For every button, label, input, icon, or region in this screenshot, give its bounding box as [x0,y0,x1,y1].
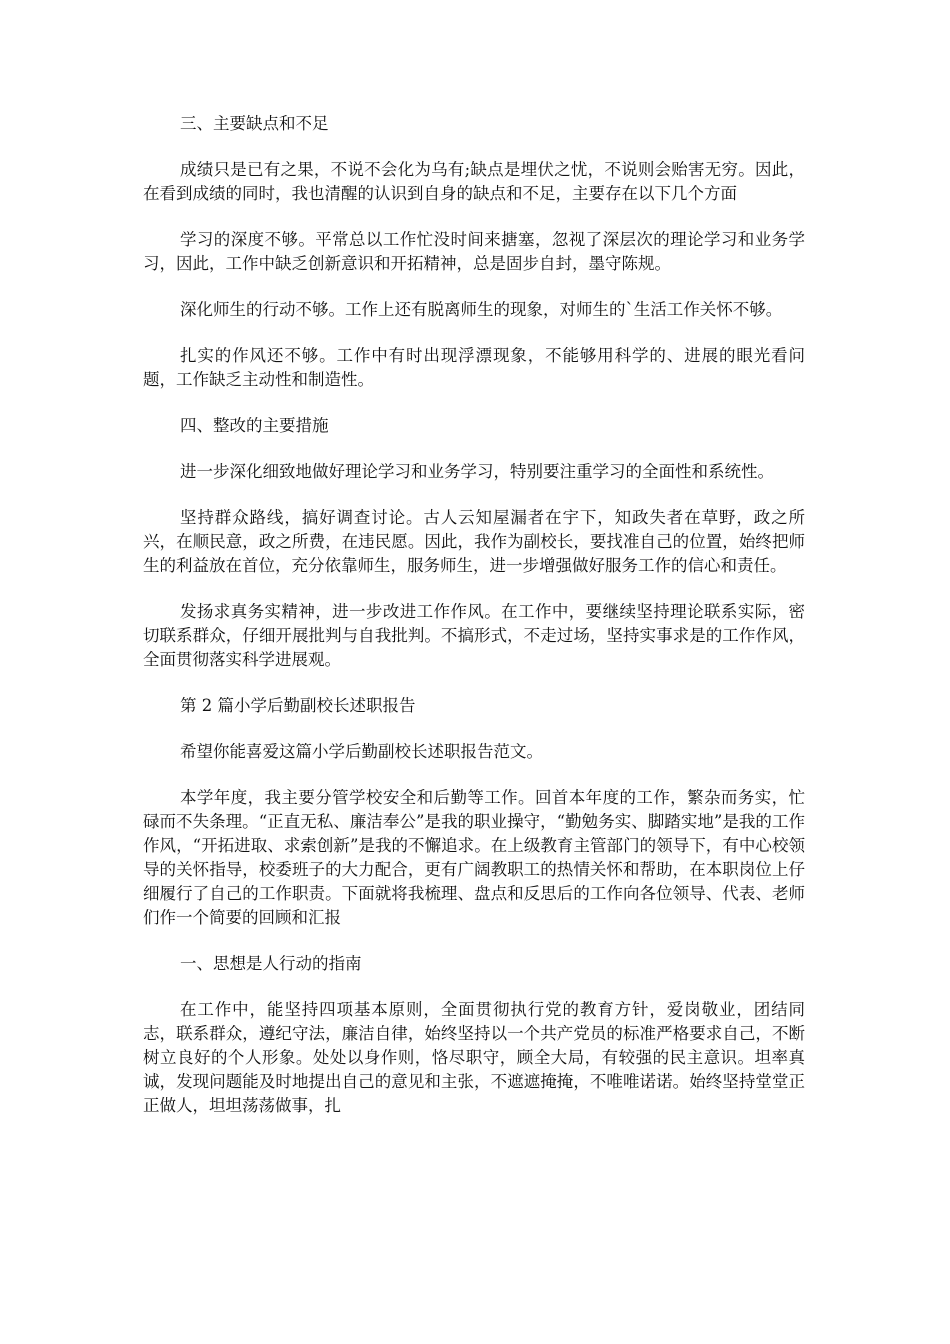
body-paragraph: 在工作中，能坚持四项基本原则，全面贯彻执行党的教育方针，爱岗敬业，团结同志，联系群众，遵纪守法，廉洁自律，始终坚持以一个共产党员的标准严格要求自己，不断树立良好的个人形象。处处以身作则，恪尽职守，顾全大局，有较强的民主意识。坦率真诚，发现问题能及时地提出自己的意见和主张，不遮遮掩掩，不唯唯诺诺。始终坚持堂堂正正做人，坦坦荡荡做事，扎 [143,1000,805,1115]
document-page [143,112,805,1140]
body-paragraph: 学习的深度不够。平常总以工作忙没时间来搪塞，忽视了深层次的理论学习和业务学习，因此，工作中缺乏创新意识和开拓精神，总是固步自封，墨守陈规。 [143,230,805,273]
body-paragraph: 扎实的作风还不够。工作中有时出现浮漂现象，不能够用科学的、进展的眼光看问题，工作缺乏主动性和制造性。 [143,346,805,389]
body-paragraph: 深化师生的行动不够。工作上还有脱离师生的现象，对师生的`生活工作关怀不够。 [180,300,783,319]
section-heading-shortcomings: 三、主要缺点和不足 [180,114,329,133]
section-heading-thought: 一、思想是人行动的指南 [180,954,362,973]
body-paragraph: 成绩只是已有之果，不说不会化为乌有;缺点是埋伏之忧，不说则会贻害无穷。因此，在看到成绩的同时，我也清醒的认识到自身的缺点和不足，主要存在以下几个方面 [143,160,805,203]
section-heading-measures: 四、整改的主要措施 [180,416,329,435]
body-paragraph: 发扬求真务实精神，进一步改进工作作风。在工作中，要继续坚持理论联系实际，密切联系群众，仔细开展批判与自我批判。不搞形式，不走过场，坚持实事求是的工作作风，全面贯彻落实科学进展观。 [143,602,805,669]
article-title: 第 2 篇小学后勤副校长述职报告 [180,696,416,715]
body-paragraph: 希望你能喜爱这篇小学后勤副校长述职报告范文。 [180,742,543,761]
body-paragraph: 坚持群众路线，搞好调查讨论。古人云知屋漏者在宇下，知政失者在草野，政之所兴，在顺民意，政之所费，在违民愿。因此，我作为副校长，要找准自己的位置，始终把师生的利益放在首位，充分依靠师生，服务师生，进一步增强做好服务工作的信心和责任。 [143,508,805,575]
body-paragraph: 本学年度，我主要分管学校安全和后勤等工作。回首本年度的工作，繁杂而务实，忙碌而不失条理。“正直无私、廉洁奉公”是我的职业操守，“勤勉务实、脚踏实地”是我的工作作风，“开拓进取、求索创新”是我的不懈追求。在上级教育主管部门的领导下，有中心校领导的关怀指导，校委班子的大力配合，更有广阔教职工的热情关怀和帮助，在本职岗位上仔细履行了自己的工作职责。下面就将我梳理、盘点和反思后的工作向各位领导、代表、老师们作一个简要的回顾和汇报 [143,788,805,927]
body-paragraph: 进一步深化细致地做好理论学习和业务学习，特别要注重学习的全面性和系统性。 [180,462,774,481]
